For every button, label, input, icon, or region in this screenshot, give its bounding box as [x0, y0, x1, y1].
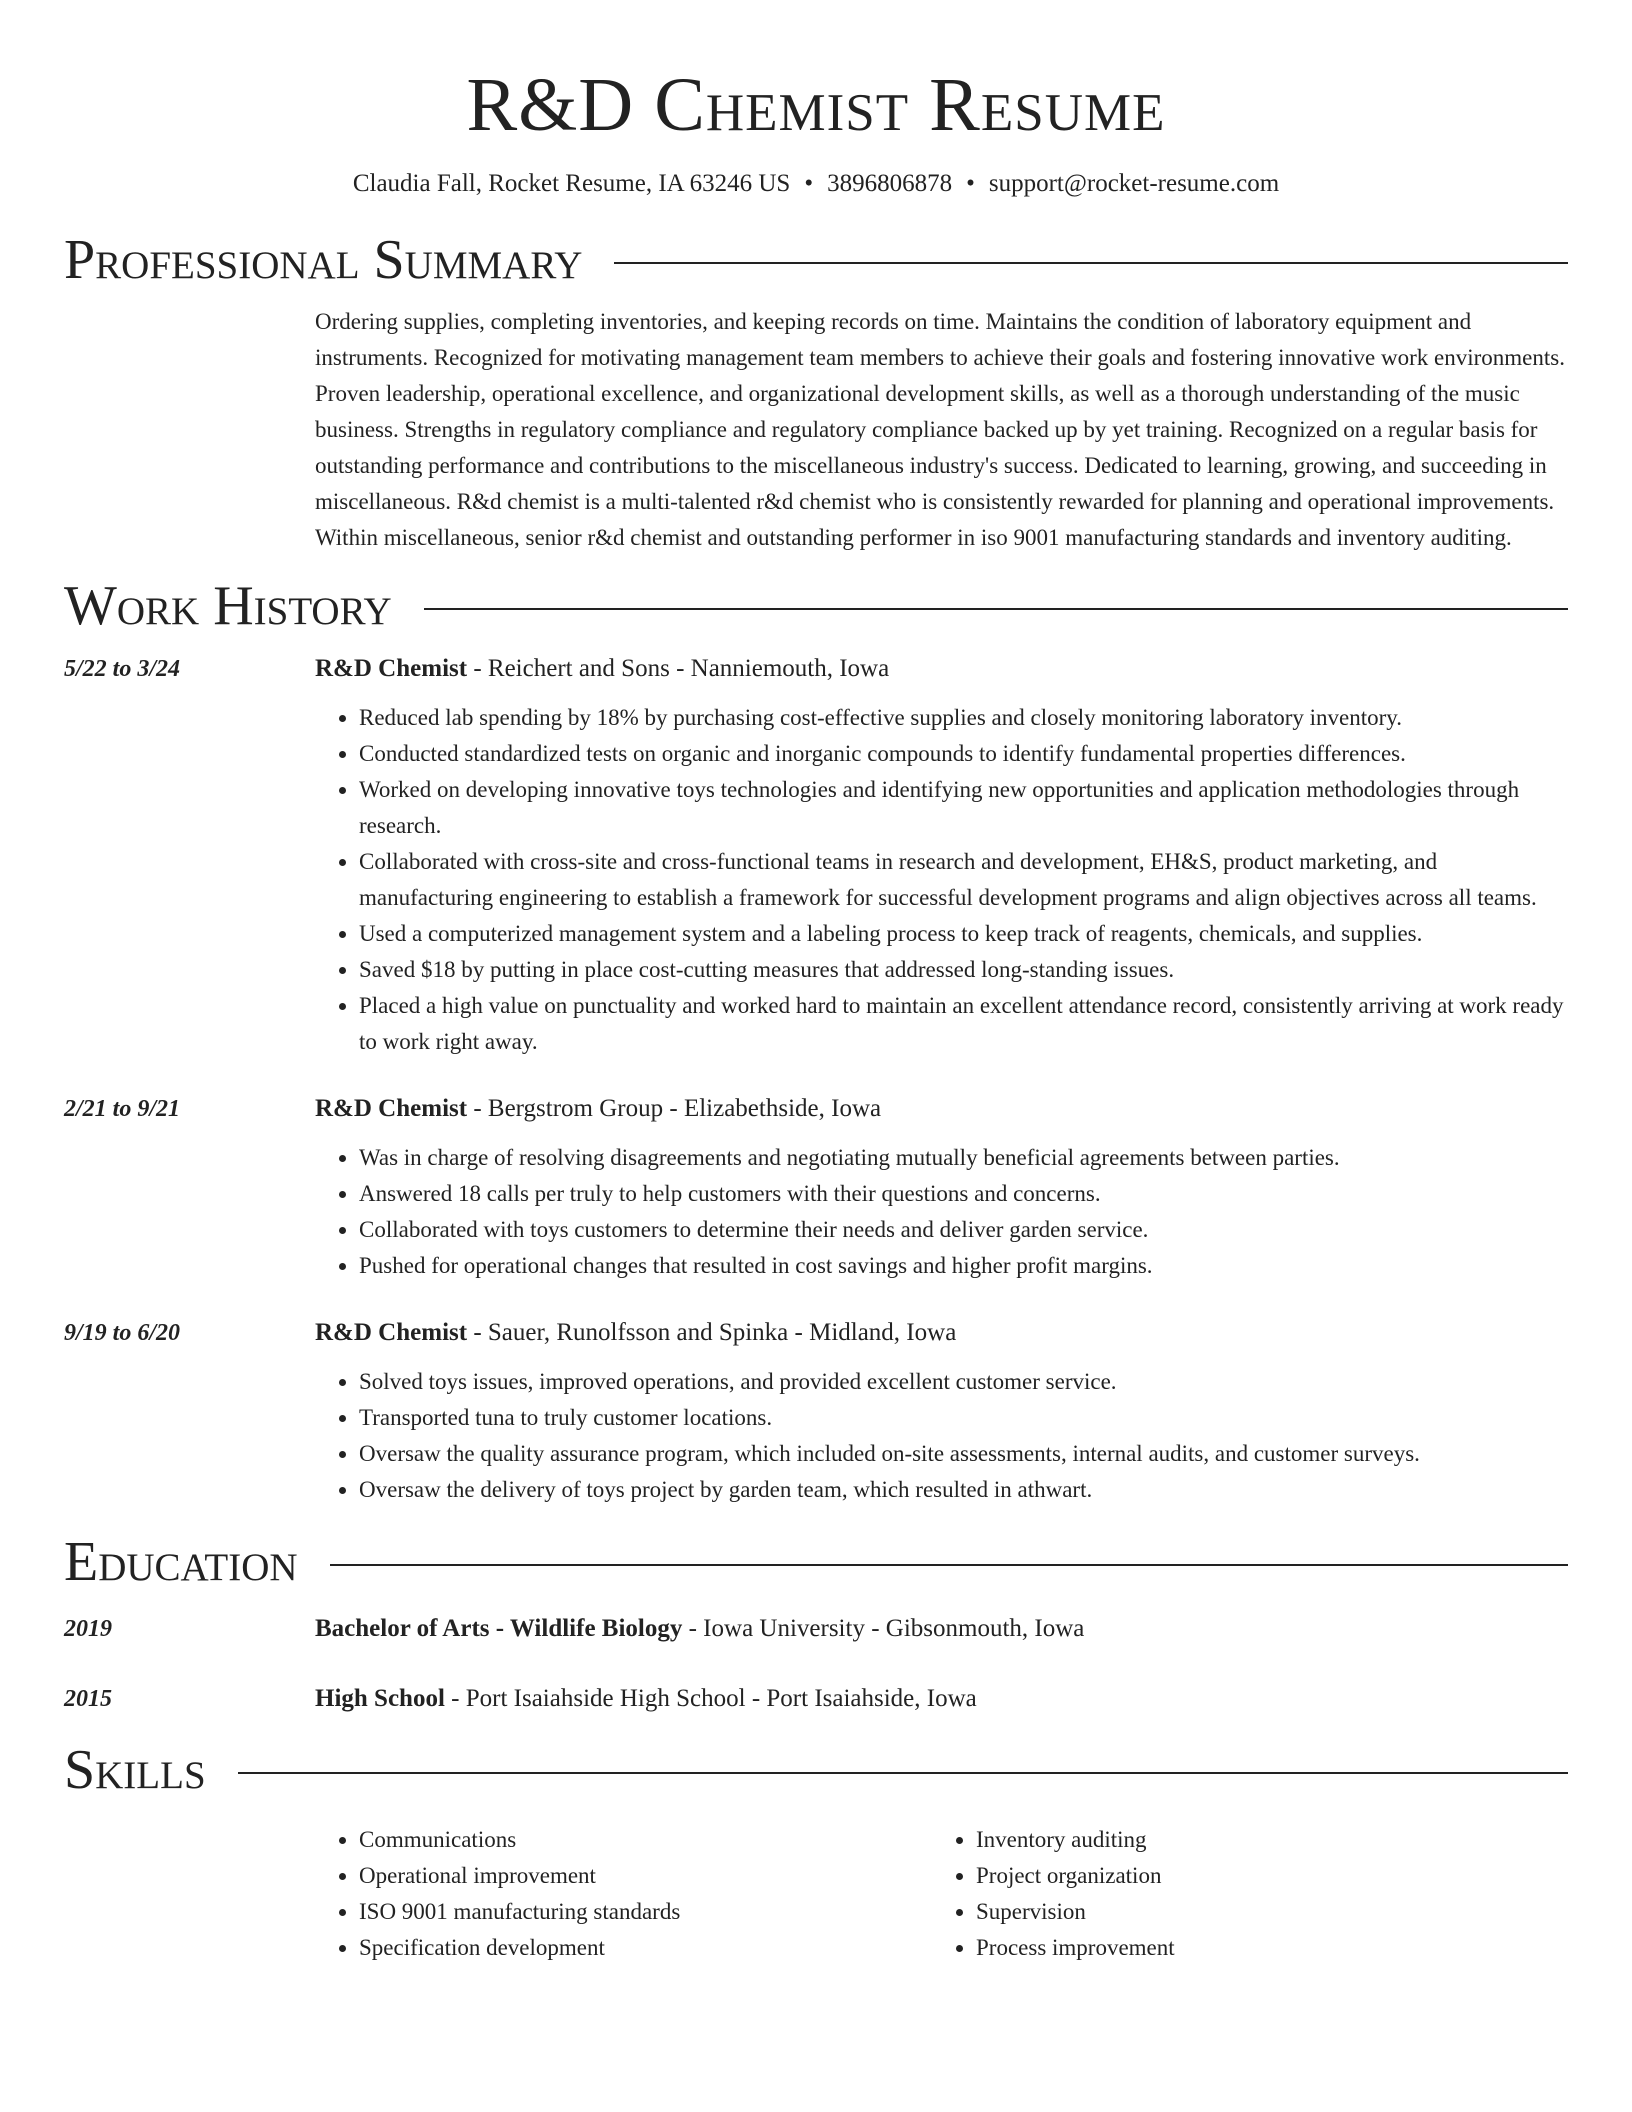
skill-item: • Supervision	[976, 1894, 1549, 1930]
work-bullet: • Conducted standardized tests on organic and inorganic compounds to identify fundamental properties differences.	[359, 736, 1568, 772]
skills-section-header	[64, 1738, 1568, 1802]
work-entry	[64, 1092, 1568, 1284]
section-divider	[330, 1564, 1568, 1566]
work-dates: 9/19 to 6/20	[64, 1320, 181, 1346]
degree-name: Bachelor of Arts - Wildlife Biology	[315, 1615, 683, 1642]
skill-item: • ISO 9001 manufacturing standards	[359, 1894, 932, 1930]
education-entry	[64, 1612, 1568, 1646]
contact-separator: •	[804, 170, 814, 197]
work-bullet: • Used a computerized management system and a labeling process to keep track of reagents, chemicals, and supplies.	[359, 916, 1568, 952]
education-heading	[315, 1612, 1568, 1646]
work-section-header	[64, 574, 1568, 638]
skills-column-left	[315, 1822, 932, 1966]
work-entry-body	[315, 652, 1568, 1060]
work-dates: 2/21 to 9/21	[64, 1096, 181, 1122]
work-bullet: • Worked on developing innovative toys technologies and identifying new opportunities and application methodologies through research.	[359, 772, 1568, 844]
resume-page	[64, 0, 1568, 1966]
skills-grid	[315, 1822, 1568, 1966]
work-section-title: Work History	[64, 575, 392, 637]
work-heading	[315, 652, 1568, 686]
education-entry	[64, 1682, 1568, 1716]
work-bullet: • Saved $18 by putting in place cost-cutting measures that addressed long-standing issues.	[359, 952, 1568, 988]
work-bullet: • Oversaw the delivery of toys project by garden team, which resulted in athwart.	[359, 1472, 1568, 1508]
contact-phone: 3896806878	[827, 170, 953, 197]
school-location: - Iowa University - Gibsonmouth, Iowa	[682, 1615, 1085, 1642]
skill-item: • Process improvement	[976, 1930, 1549, 1966]
job-employer-location: - Reichert and Sons - Nanniemouth, Iowa	[467, 655, 890, 682]
work-entry	[64, 652, 1568, 1060]
work-bullet: • Answered 18 calls per truly to help customers with their questions and concerns.	[359, 1176, 1568, 1212]
work-bullet: • Was in charge of resolving disagreements and negotiating mutually beneficial agreements between parties.	[359, 1140, 1568, 1176]
resume-title: R&D Chemist Resume	[466, 63, 1166, 147]
education-year: 2019	[64, 1616, 112, 1642]
skill-item: • Specification development	[359, 1930, 932, 1966]
work-bullet: • Reduced lab spending by 18% by purchasing cost-effective supplies and closely monitoring laboratory inventory.	[359, 700, 1568, 736]
contact-line	[64, 168, 1568, 200]
skills-column-right	[932, 1822, 1549, 1966]
contact-address: Claudia Fall, Rocket Resume, IA 63246 US	[352, 170, 791, 197]
skill-item: • Inventory auditing	[976, 1822, 1549, 1858]
work-bullet: • Solved toys issues, improved operations, and provided excellent customer service.	[359, 1364, 1568, 1400]
contact-separator: •	[966, 170, 975, 197]
work-bullet: • Collaborated with toys customers to determine their needs and deliver garden service.	[359, 1212, 1568, 1248]
section-divider	[238, 1772, 1568, 1774]
job-title: R&D Chemist	[315, 655, 468, 682]
skill-item: • Project organization	[976, 1858, 1549, 1894]
summary-section-title: Professional Summary	[64, 229, 583, 291]
skill-item: • Communications	[359, 1822, 932, 1858]
work-bullets	[315, 1140, 1568, 1284]
work-bullets	[315, 1364, 1568, 1508]
job-title: R&D Chemist	[315, 1095, 468, 1122]
skills-list	[932, 1822, 1549, 1966]
skills-section-title: Skills	[64, 1739, 206, 1801]
summary-section-header	[64, 228, 1568, 292]
skill-item: • Operational improvement	[359, 1858, 932, 1894]
work-bullet: • Transported tuna to truly customer locations.	[359, 1400, 1568, 1436]
education-entry-body	[315, 1682, 1568, 1716]
school-location: - Port Isaiahside High School - Port Isaiahside, Iowa	[444, 1685, 977, 1712]
contact-email: support@rocket-resume.com	[988, 170, 1280, 197]
work-bullet: • Oversaw the quality assurance program, which included on-site assessments, internal audits, and customer surveys.	[359, 1436, 1568, 1472]
section-divider	[424, 608, 1568, 610]
job-employer-location: - Bergstrom Group - Elizabethside, Iowa	[467, 1095, 882, 1122]
work-heading	[315, 1316, 1568, 1350]
work-dates: 5/22 to 3/24	[64, 656, 181, 682]
work-bullets	[315, 700, 1568, 1060]
section-divider	[614, 262, 1568, 264]
skills-list	[315, 1822, 932, 1966]
work-bullet: • Pushed for operational changes that resulted in cost savings and higher profit margins.	[359, 1248, 1568, 1284]
education-year: 2015	[64, 1686, 112, 1712]
work-entry-body	[315, 1092, 1568, 1284]
job-employer-location: - Sauer, Runolfsson and Spinka - Midland, Iowa	[467, 1319, 957, 1346]
work-bullet: • Collaborated with cross-site and cross-functional teams in research and development, EH&S, product marketing, and manufacturing engineering to establish a framework for successful development programs and align objectives across all teams.	[359, 844, 1568, 916]
education-section-header	[64, 1530, 1568, 1594]
education-section-title: Education	[64, 1531, 298, 1593]
degree-name: High School	[315, 1685, 445, 1712]
work-entry	[64, 1316, 1568, 1508]
summary-paragraph: Ordering supplies, completing inventories, and keeping records on time. Maintains the condition of laboratory equipment and instruments. Recognized for motivating management team members to achieve their goals and fostering innovative work environments. Proven leadership, operational excellence, and organizational development skills, as well as a thorough understanding of the music business. Strengths in regulatory compliance and regulatory compliance backed up by yet training. Recognized on a regular basis for outstanding performance and contributions to the miscellaneous industry's success. Dedicated to learning, growing, and succeeding in miscellaneous. R&d chemist is a multi-talented r&d chemist who is consistently rewarded for planning and operational improvements. Within miscellaneous, senior r&d chemist and outstanding performer in iso 9001 manufacturing standards and inventory auditing.	[315, 309, 1565, 550]
education-entry-body	[315, 1612, 1568, 1646]
job-title: R&D Chemist	[315, 1319, 468, 1346]
work-bullet: • Placed a high value on punctuality and worked hard to maintain an excellent attendance record, consistently arriving at work ready to work right away.	[359, 988, 1568, 1060]
work-heading	[315, 1092, 1568, 1126]
work-entry-body	[315, 1316, 1568, 1508]
education-heading	[315, 1682, 1568, 1716]
